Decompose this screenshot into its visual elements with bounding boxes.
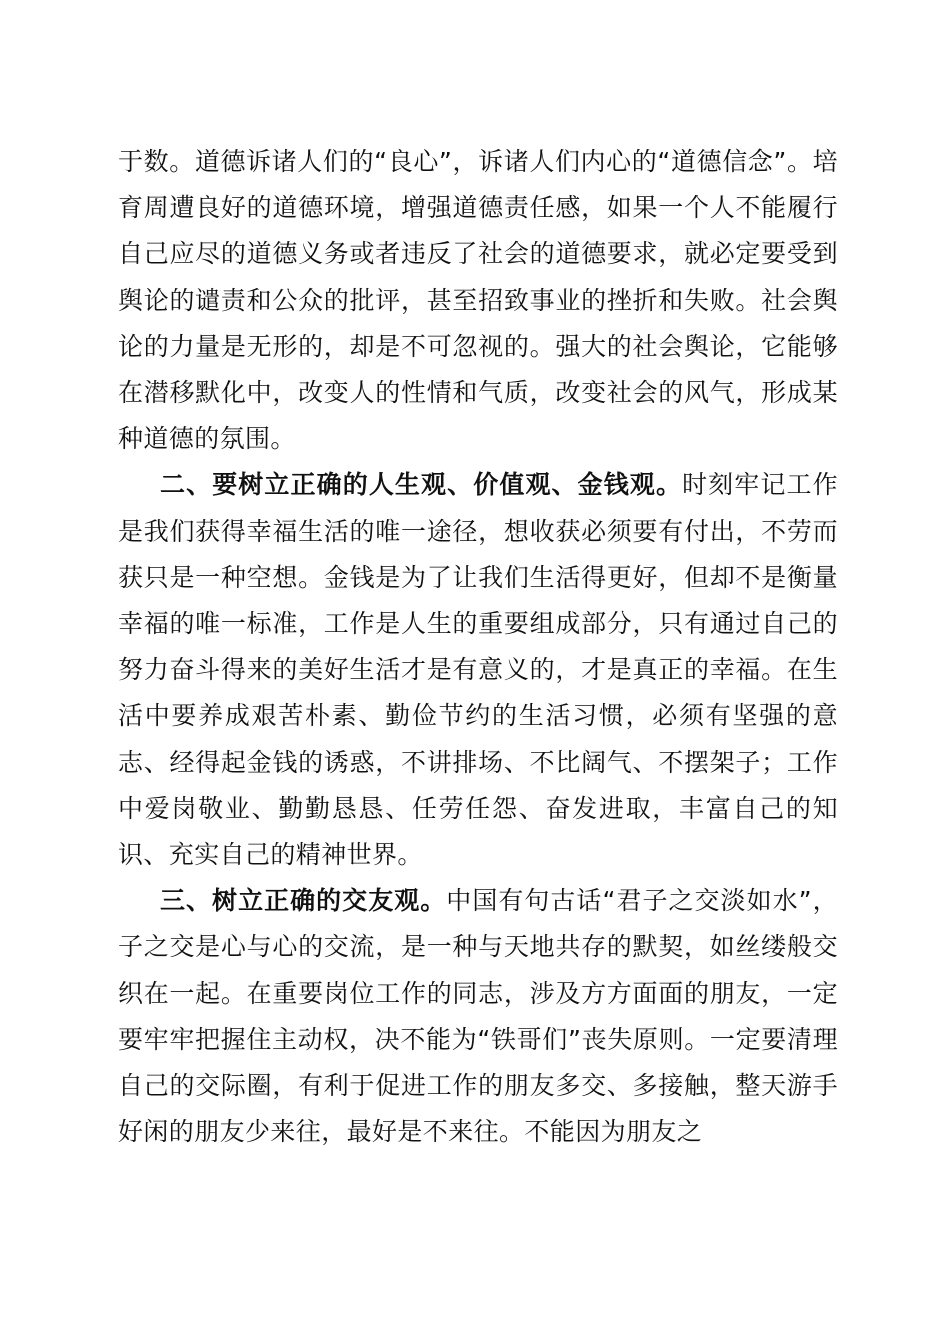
paragraph-2-heading: 二、要树立正确的人生观、价值观、金钱观。: [160, 470, 683, 500]
paragraph-2: [118, 462, 838, 878]
paragraph-3-text: 中国有句古话“君子之交淡如水”，子之交是心与心的交流，是一种与天地共存的默契，如丝缕般交织在一起。在重要岗位工作的同志，涉及方方面面的朋友，一定要牢牢把握住主动权，决不能为“铁哥们”丧失原则。一定要清理自己的交际圈，有利于促进工作的朋友多交、多接触，整天游手好闲的朋友少来往，最好是不来往。不能因为朋友之: [118, 886, 838, 1147]
document-body: [118, 139, 838, 1155]
paragraph-2-text: 时刻牢记工作是我们获得幸福生活的唯一途径，想收获必须要有付出，不劳而获只是一种空想。金钱是为了让我们生活得更好，但却不是衡量幸福的唯一标准，工作是人生的重要组成部分，只有通过自己的努力奋斗得来的美好生活才是有意义的，才是真正的幸福。在生活中要养成艰苦朴素、勤俭节约的生活习惯，必须有坚强的意志、经得起金钱的诱惑，不讲排场、不比阔气、不摆架子；工作中爱岗敬业、勤勤恳恳、任劳任怨、奋发进取，丰富自己的知识、充实自己的精神世界。: [118, 470, 838, 870]
paragraph-3: [118, 878, 838, 1155]
paragraph-1-text: 于数。道德诉诸人们的“良心”，诉诸人们内心的“道德信念”。培育周遭良好的道德环境，增强道德责任感，如果一个人不能履行自己应尽的道德义务或者违反了社会的道德要求，就必定要受到舆论的谴责和公众的批评，甚至招致事业的挫折和失败。社会舆论的力量是无形的，却是不可忽视的。强大的社会舆论，它能够在潜移默化中，改变人的性情和气质，改变社会的风气，形成某种道德的氛围。: [118, 147, 838, 454]
paragraph-1: [118, 139, 838, 462]
paragraph-3-heading: 三、树立正确的交友观。: [160, 886, 447, 916]
